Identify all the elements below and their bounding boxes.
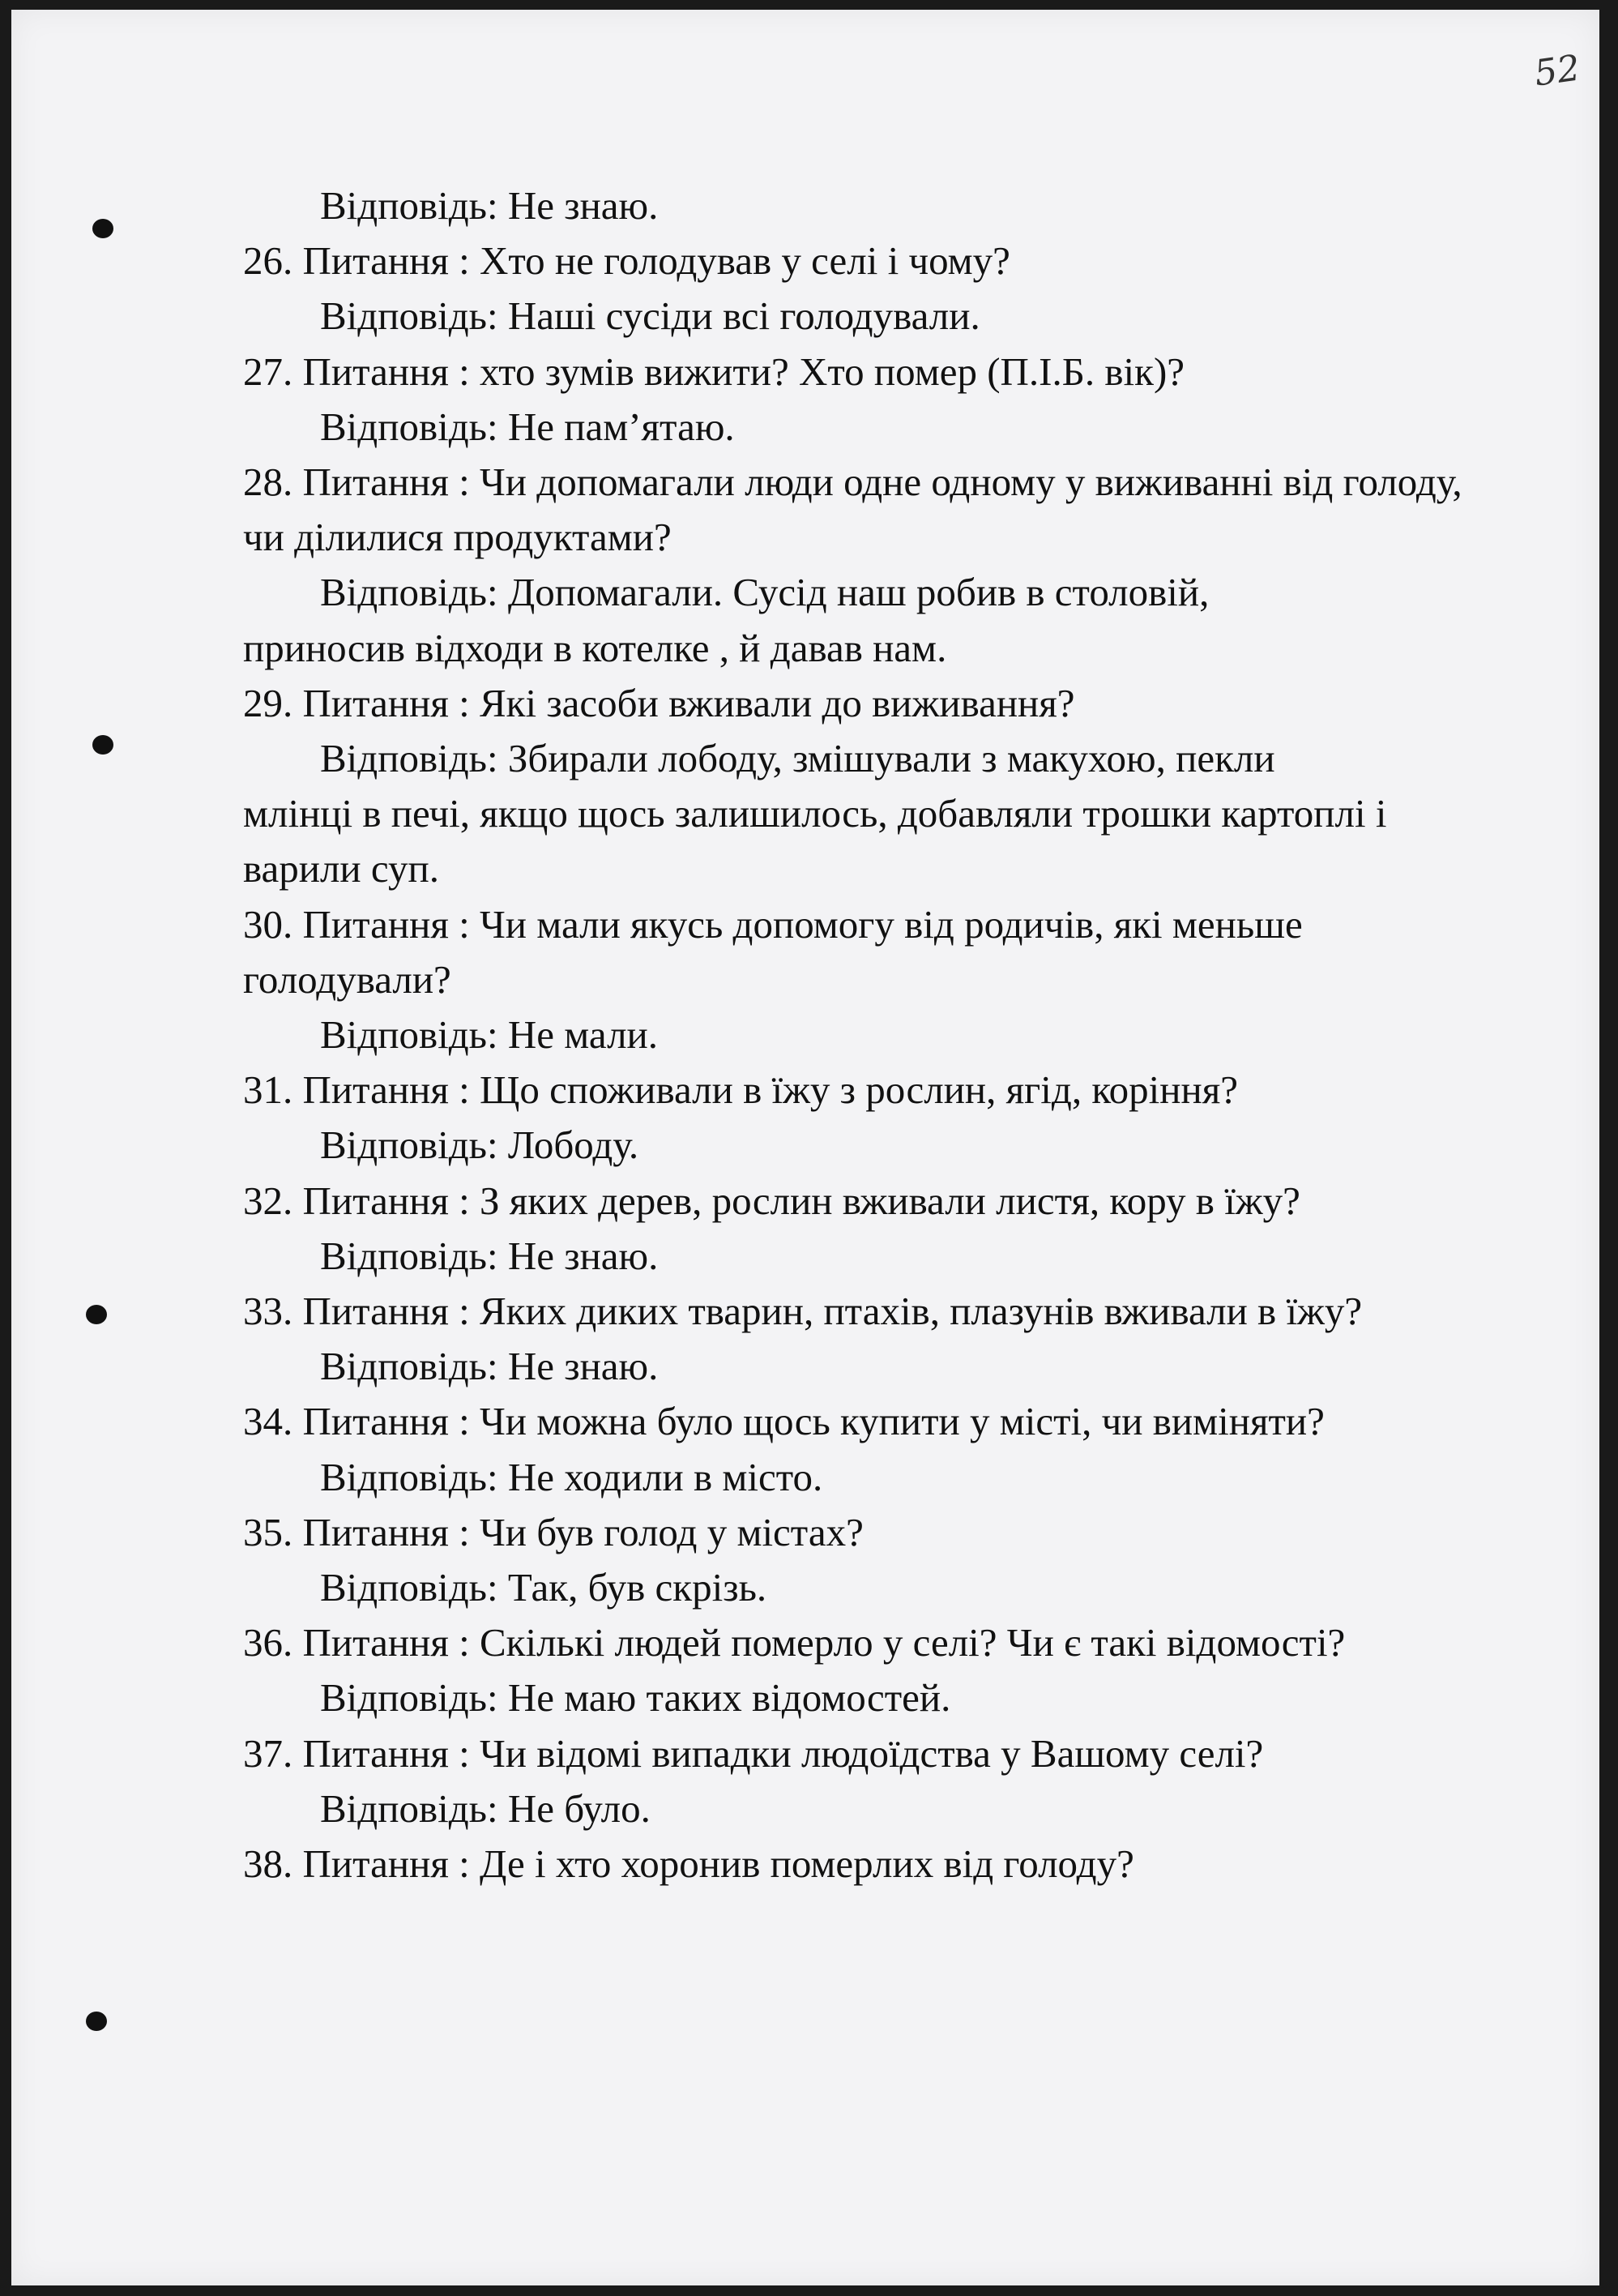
answer-line: Відповідь: Не ходили в місто.: [320, 1454, 823, 1499]
question-line: 38. Питання : Де і хто хоронив померлих від голоду?: [243, 1841, 1134, 1887]
question-line: 35. Питання : Чи був голод у містах?: [243, 1509, 864, 1554]
page-number: 52: [1531, 47, 1583, 95]
question-line: 31. Питання : Що споживали в їжу з рослин, ягід, коріння?: [243, 1067, 1238, 1113]
answer-line: Відповідь: Не знаю.: [320, 183, 659, 228]
answer-line: Відповідь: Не знаю.: [320, 1233, 659, 1278]
question-line: 30. Питання : Чи мали якусь допомогу від родичів, які меньше голодували?: [243, 901, 1303, 1002]
punch-hole-4: [86, 2012, 107, 2031]
question-line: 26. Питання : Хто не голодував у селі і чому?: [243, 238, 1010, 284]
answer-line: Відповідь: Наші сусіди всі голодували.: [320, 293, 980, 339]
answer-line: Відповідь: Допомагали. Сусід наш робив в столовій,: [320, 570, 1210, 615]
question-line: 27. Питання : хто зумів вижити? Хто помер (П.І.Б. вік)?: [243, 348, 1185, 394]
punch-hole-3: [86, 1305, 107, 1324]
question-line: 29. Питання : Які засоби вживали до виживання?: [243, 680, 1075, 725]
answer-line: Відповідь: Не пам’ятаю.: [320, 404, 735, 449]
interview-transcript: [243, 178, 1507, 1892]
question-line: 34. Питання : Чи можна було щось купити у місті, чи виміняти?: [243, 1399, 1325, 1444]
question-line: приносив відходи в котелке , й давав нам.: [243, 625, 947, 670]
answer-line: Відповідь: Не мали.: [320, 1012, 659, 1058]
question-line: млінці в печі, якщо щось залишилось, добавляли трошки картоплі і варили суп.: [243, 791, 1387, 891]
answer-line: Відповідь: Так, був скрізь.: [320, 1565, 767, 1610]
answer-line: Відповідь: Лободу.: [320, 1122, 639, 1168]
answer-line: Відповідь: Не знаю.: [320, 1344, 659, 1389]
answer-line: Відповідь: Не маю таких відомостей.: [320, 1675, 951, 1721]
answer-line: Відповідь: Збирали лободу, змішували з макухою, пекли: [320, 736, 1275, 781]
question-line: 32. Питання : З яких дерев, рослин вживали листя, кору в їжу?: [243, 1178, 1300, 1223]
question-line: 36. Питання : Скількі людей померло у селі? Чи є такі відомості?: [243, 1620, 1346, 1665]
question-line: 33. Питання : Яких диких тварин, птахів, плазунів вживали в їжу?: [243, 1289, 1363, 1334]
punch-hole-1: [92, 219, 113, 238]
question-line: 37. Питання : Чи відомі випадки людоїдства у Вашому селі?: [243, 1730, 1264, 1776]
question-line: 28. Питання : Чи допомагали люди одне одному у виживанні від голоду, чи ділилися продуктами?: [243, 460, 1462, 560]
answer-line: Відповідь: Не було.: [320, 1785, 651, 1831]
punch-hole-2: [92, 735, 113, 755]
